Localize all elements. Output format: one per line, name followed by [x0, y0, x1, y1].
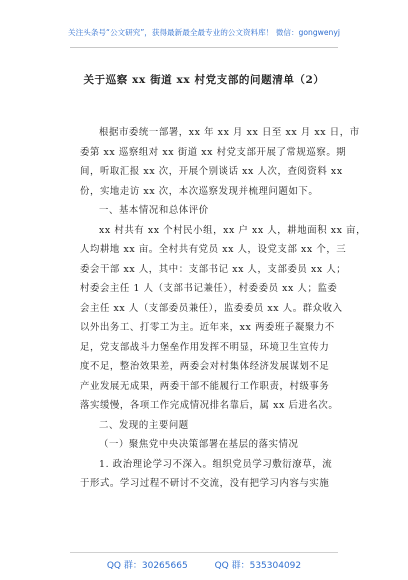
document-title: 关于巡察 xx 街道 xx 村党支部的问题清单（2） — [83, 74, 325, 86]
paragraph-line: 村委会主任 1 人（支部书记兼任），村委委员 xx 人；监委 — [80, 283, 338, 294]
paragraph-line: xx 村共有 xx 个村民小组，xx 户 xx 人，耕地面积 xx 亩， — [99, 224, 367, 236]
paragraph-line: 以外出务工、打零工为主。近年来，xx 两委班子凝聚力不 — [80, 322, 335, 333]
paragraph-line: 根据市委统一部署，xx 年 xx 月 xx 日至 xx 月 xx 日，市 — [99, 127, 360, 138]
subsection-heading: （一）聚焦党中央决策部署在基层的落实情况 — [99, 439, 299, 450]
qq-group-2: QQ 群：535304092 — [214, 561, 302, 571]
footer-divider — [70, 552, 338, 553]
section-heading: 二、发现的主要问题 — [99, 419, 189, 431]
paragraph-line: 产业发展无成果，两委干部不能履行工作职责，村级事务 — [80, 380, 330, 392]
paragraph-line: 委会干部 xx 人，其中：支部书记 xx 人，支部委员 xx 人； — [80, 263, 347, 275]
promo-banner: 关注头条号“公文研究”，获得最新最全最专业的公文资料库！ 微信：gongwenyj — [68, 28, 340, 37]
paragraph-line: 足，党支部战斗力堡垒作用发挥不明显，环境卫生宣传力 — [80, 341, 330, 353]
paragraph-line: 会主任 xx 人（支部委员兼任），监委委员 xx 人。群众收入 — [80, 302, 343, 314]
paragraph-line: 于形式。学习过程不研讨不交流，没有把学习内容与实施 — [80, 478, 330, 489]
paragraph-line: 落实缓慢，各项工作完成情况排名靠后，属 xx 后进名次。 — [80, 400, 339, 411]
paragraph-line: 度不足，整治效果差，两委会对村集体经济发展谋划不足 — [80, 361, 330, 372]
document-body — [80, 123, 367, 494]
paragraph-line: 委第 xx 巡察组对 xx 街道 xx 村党支部开展了常规巡察。期 — [80, 146, 347, 158]
paragraph-line: 间，听取汇报 xx 次，开展个别谈话 xx 人次，查阅资料 xx — [80, 166, 343, 177]
paragraph-line: 1. 政治理论学习不深入。组织党员学习敷衍潦草，流 — [99, 458, 333, 470]
section-heading: 一、基本情况和总体评价 — [99, 205, 209, 216]
paragraph-line: 份，实地走访 xx 次，本次巡察发现并梳理问题如下。 — [80, 185, 319, 197]
page-footer — [0, 558, 408, 571]
qq-group-1: QQ 群：30265665 — [106, 561, 188, 571]
header-divider — [70, 47, 338, 48]
page-header — [0, 0, 408, 56]
paragraph-line: 人均耕地 xx 亩。全村共有党员 xx 人，设党支部 xx 个，三 — [80, 244, 347, 255]
